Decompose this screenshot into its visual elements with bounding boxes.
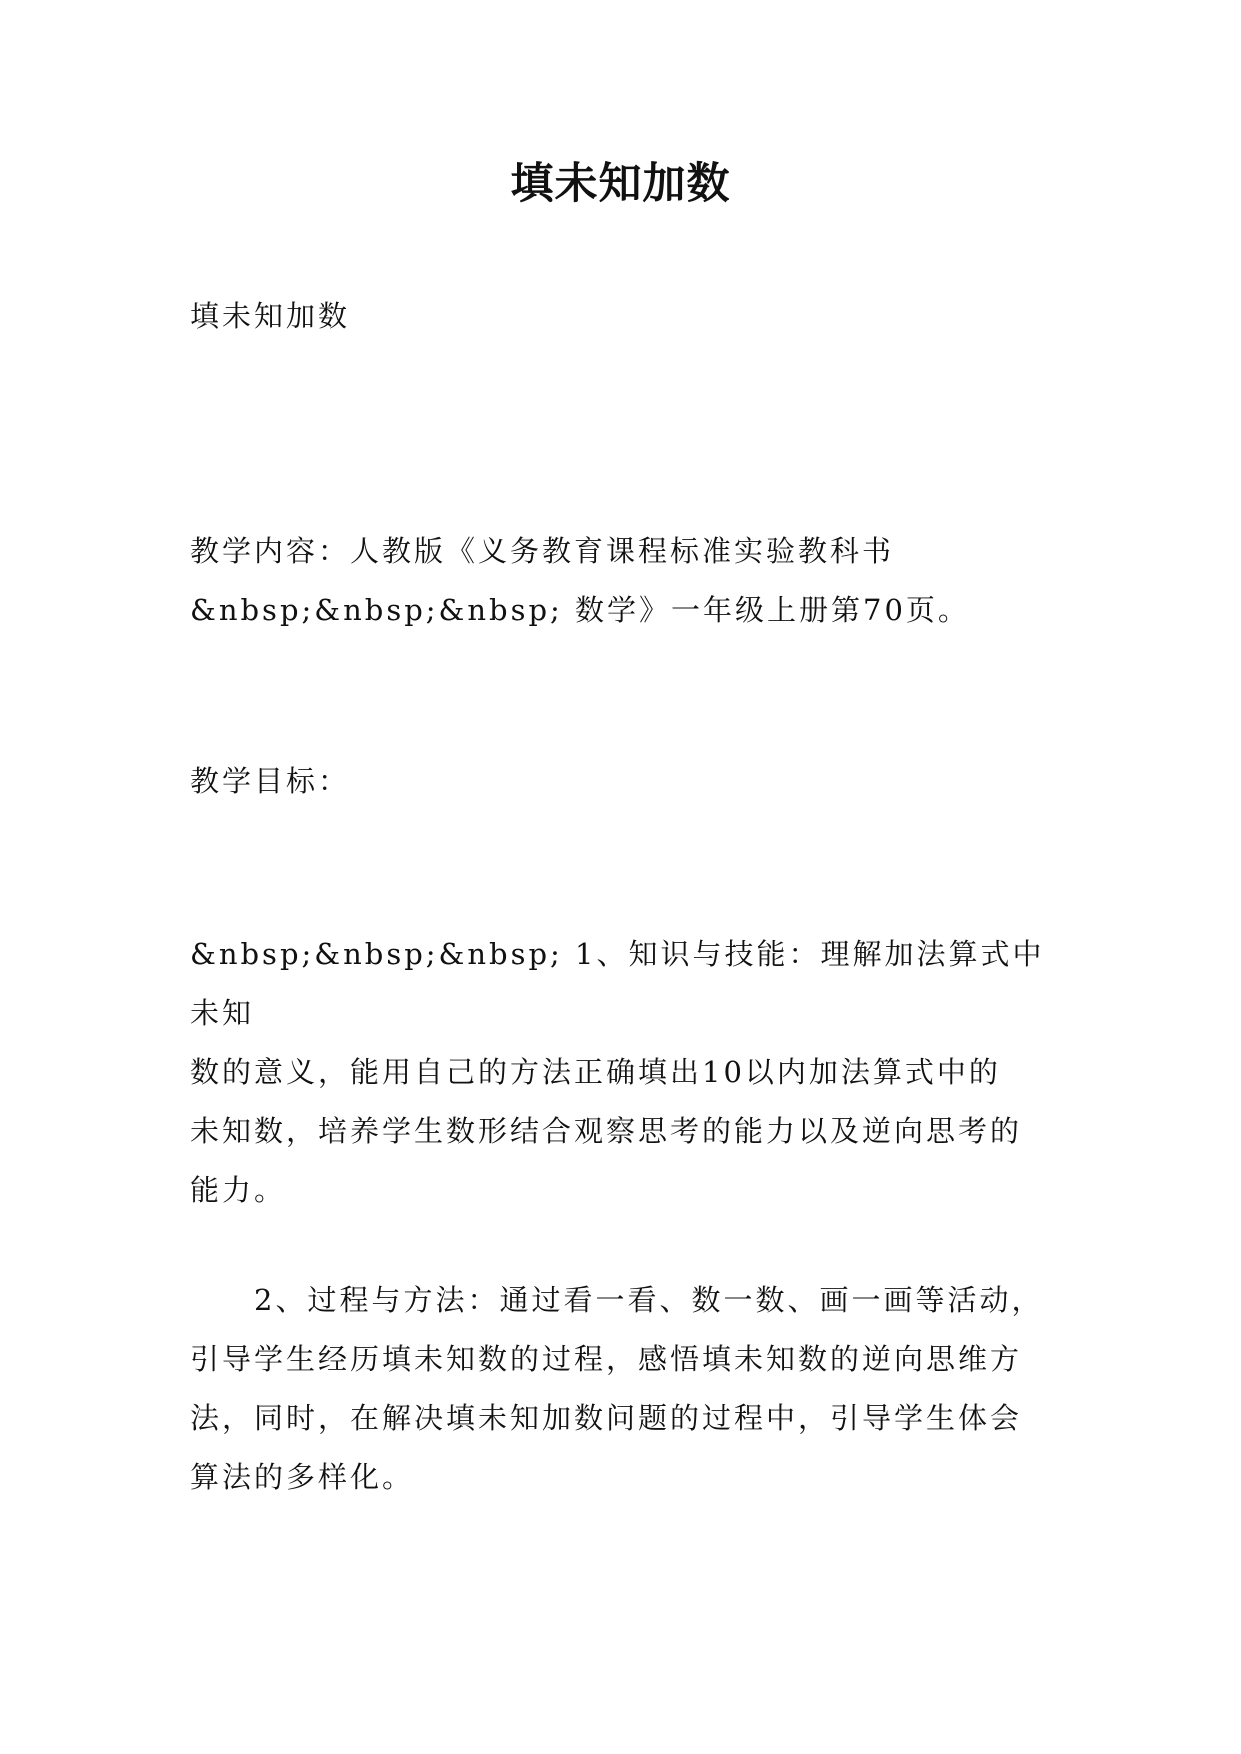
goal-1-line: &nbsp;&nbsp;&nbsp; 1、知识与技能：理解加法算式中未知 <box>190 937 1045 1030</box>
goal-2-line: 算法的多样化。 <box>190 1460 415 1494</box>
goal-1-line: 数的意义，能用自己的方法正确填出10以内加法算式中的 <box>190 1055 1001 1089</box>
goal-1-line: 未知数，培养学生数形结合观察思考的能力以及逆向思考的 <box>190 1114 1023 1148</box>
teaching-content-line-1: 教学内容：人教版《义务教育课程标准实验教科书 <box>190 534 895 568</box>
goal-2-paragraph <box>190 1271 1052 1507</box>
teaching-goals-heading: 教学目标： <box>190 764 351 798</box>
page-title: 填未知加数 <box>510 159 731 209</box>
teaching-content-line-2: &nbsp;&nbsp;&nbsp; 数学》一年级上册第70页。 <box>190 593 970 627</box>
goal-2-line: 法，同时，在解决填未知加数问题的过程中，引导学生体会 <box>190 1401 1023 1435</box>
goal-1-line: 能力。 <box>190 1173 287 1207</box>
subtitle-paragraph: 填未知加数 <box>190 299 351 333</box>
goal-1-paragraph <box>190 925 1052 1220</box>
teaching-content-paragraph <box>190 522 1052 640</box>
goal-2-line: 引导学生经历填未知数的过程，感悟填未知数的逆向思维方 <box>190 1342 1023 1376</box>
goal-2-line: 2、过程与方法：通过看一看、数一数、画一画等活动， <box>190 1283 1044 1317</box>
